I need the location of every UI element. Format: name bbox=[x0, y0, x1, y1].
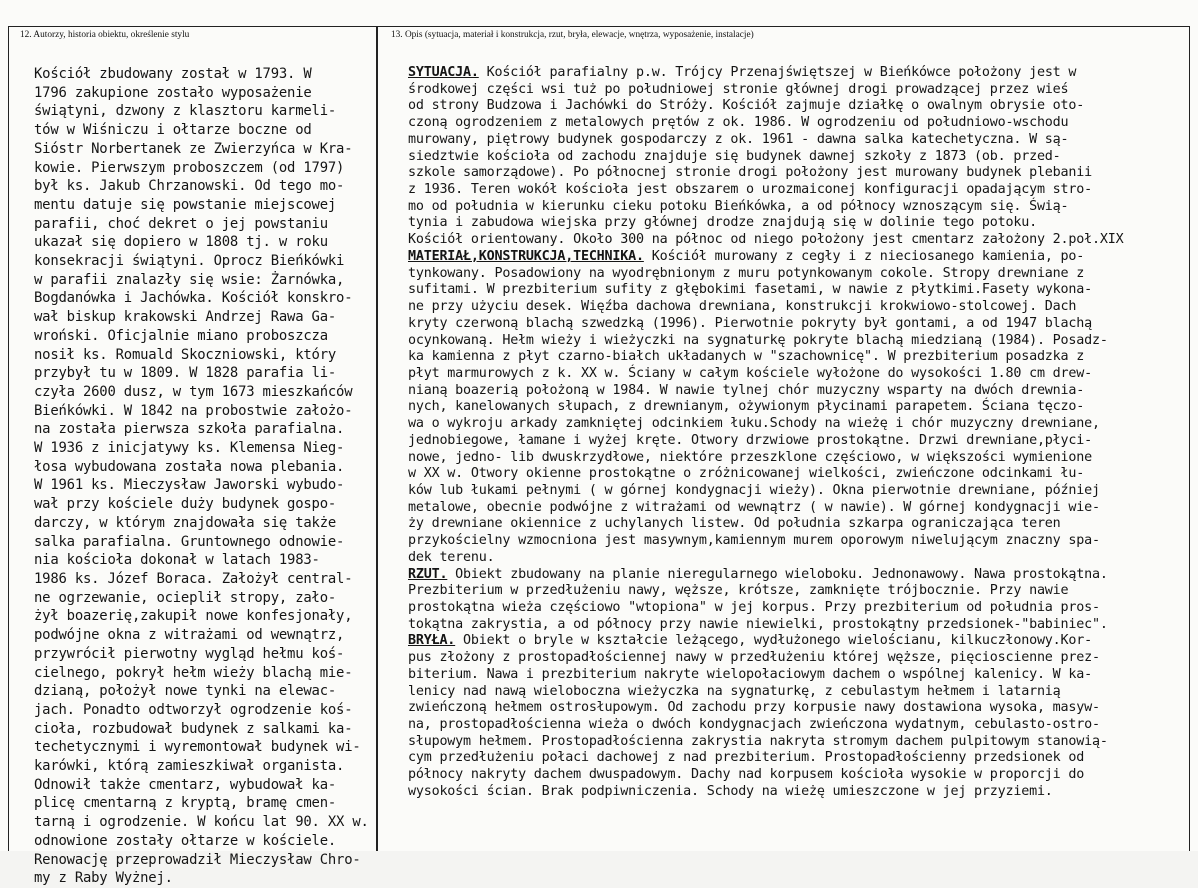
description-line bbox=[408, 500, 1193, 517]
line-text: Kościół parafialny p.w. Trójcy Przenajświętszej w Bieńkówce położony jest w bbox=[478, 65, 1077, 80]
line-text: ne przy użyciu desek. Więźba dachowa drewniana, konstrukcji krokwiowo-stolcowej. Dach bbox=[408, 299, 1077, 315]
line-text: z 1936. Teren wokół kościoła jest obszarem o urozmaiconej konfiguracji opadającym stro- bbox=[408, 182, 1092, 198]
history-line: czyła 2600 dusz, w tym 1673 mieszkańców bbox=[34, 383, 353, 400]
history-line: wał biskup krakowski Andrzej Rawa Ga- bbox=[34, 309, 337, 326]
description-line bbox=[408, 450, 1193, 467]
history-line: Bogdanówka i Jachówka. Kościół konskro- bbox=[34, 290, 353, 307]
history-line: przywrócił pierwotny wygląd hełmu koś- bbox=[34, 645, 345, 662]
history-line: nosił ks. Romuald Skoczniowski, który bbox=[34, 346, 337, 363]
description-line bbox=[408, 650, 1193, 667]
line-text: na, prostopadłościenna wieża o dwóch kondygnacjach zwieńczona wydatnym, cebulasto-ostro- bbox=[408, 717, 1100, 733]
description-line bbox=[408, 667, 1193, 684]
description-line bbox=[408, 516, 1193, 533]
history-line: jach. Ponadto odtworzył ogrodzenie koś- bbox=[34, 701, 353, 718]
description-line bbox=[408, 149, 1193, 166]
line-text: ka kamienna z płyt czarno-białch układanych w "szachownicę". W prezbiterium posadzka z bbox=[408, 349, 1085, 365]
history-line: Renowację przeprowadził Mieczysław Chro- bbox=[34, 851, 361, 868]
description-line bbox=[408, 98, 1193, 115]
history-line: wał przy kościele duży budynek gospo- bbox=[34, 496, 337, 513]
line-text: zwieńczoną hełmem ostrosłupowym. Od zachodu przy korpusie nawy dostawiona wysoka, masyw- bbox=[408, 700, 1100, 716]
line-text: siedztwie kościoła od zachodu znajduje się budynek dawnej szkoły z 1873 (ob. przed- bbox=[408, 148, 1061, 164]
description-line bbox=[408, 82, 1193, 99]
description-line bbox=[408, 750, 1193, 767]
description-line bbox=[408, 416, 1193, 433]
line-text: Prezbiterium w przedłużeniu nawy, węższe, krótsze, zamknięte trójbocznie. Przy nawie bbox=[408, 583, 1069, 599]
description-line bbox=[408, 299, 1193, 316]
description-line bbox=[408, 567, 1193, 584]
line-text: metalowe, obecnie podwójne z witrażami od wewnątrz ( w nawie). W górnej kondygnacji wie- bbox=[408, 499, 1100, 515]
description-line bbox=[408, 633, 1193, 650]
history-line: W 1961 ks. Mieczysław Jaworski wybudo- bbox=[34, 477, 345, 494]
history-line: salka parafialna. Gruntownego odnowie- bbox=[34, 533, 345, 550]
description-line bbox=[408, 115, 1193, 132]
line-text: czoną ogrodzeniem z metalowych prętów z ok. 1986. W ogrodzeniu od południowo-wschodu bbox=[408, 115, 1069, 131]
description-line bbox=[408, 182, 1193, 199]
description-line bbox=[408, 734, 1193, 751]
line-text: tynia i zabudowa wiejska przy głównej drodze znajdują się w dolinie tego potoku. bbox=[408, 215, 1037, 231]
history-line: odnowione zostały ołtarze w kościele. bbox=[34, 832, 337, 849]
history-line: techetycznymi i wyremontował budynek wi- bbox=[34, 739, 361, 756]
description-line bbox=[408, 684, 1193, 701]
section-12-header: 12. Autorzy, historia obiektu, określenie stylu bbox=[20, 30, 190, 40]
history-line: W 1936 z inicjatywy ks. Klemensa Nieg- bbox=[34, 440, 345, 457]
description-line bbox=[408, 533, 1193, 550]
section-label: RZUT. bbox=[408, 566, 448, 582]
history-line: ne ogrzewanie, ocieplił stropy, zało- bbox=[34, 589, 337, 606]
history-line: my z Raby Wyżnej. bbox=[34, 870, 173, 887]
description-line bbox=[408, 349, 1193, 366]
history-line: przybył tu w 1809. W 1828 parafia li- bbox=[34, 365, 337, 382]
line-text: wa o wykroju arkady zamkniętej odcinkiem łuku.Schody na wieżę i chór muzyczny drewniane, bbox=[408, 416, 1100, 432]
line-text: tynkowany. Posadowiony na wyodrębnionym z muru potynkowanym cokole. Stropy drewniane z bbox=[408, 265, 1085, 281]
history-line: dzianą, położył nowe tynki na elewac- bbox=[34, 683, 337, 700]
line-text: ków lub łukami pełnymi ( w górnej kondygnacji wieży). Okna pierwotnie drewniane, później bbox=[408, 482, 1100, 498]
history-line: cioła, rozbudował budynek z salkami ka- bbox=[34, 720, 353, 737]
line-text: biterium. Nawa i prezbiterium nakryte wielopołaciowym dachem o wspólnej kalenicy. W ka- bbox=[408, 666, 1092, 682]
history-line: tów w Wiśniczu i ołtarze boczne od bbox=[34, 122, 312, 139]
line-text: kryty czerwoną blachą szwedzką (1996). Pierwotnie pokryty był gontami, a od 1947 blachą bbox=[408, 315, 1092, 331]
line-text: płyt marmurowych z k. XX w. Ściany w całym kościele wyłożone do wysokości 1.80 cm drew- bbox=[408, 365, 1092, 381]
description-line bbox=[408, 316, 1193, 333]
line-text: w XX w. Otwory okienne prostokątne o zróżnicowanej wielkości, zwieńczone odcinkami łu- bbox=[408, 466, 1085, 482]
line-text: ży drewniane okiennice z uchylanych listew. Od południa szkarpa ograniczająca teren bbox=[408, 516, 1061, 532]
line-text: wysokości ścian. Brak podpiwniczenia. Schody na wieżę umieszczone w jej przyziemi. bbox=[408, 783, 1053, 799]
description-line bbox=[408, 282, 1193, 299]
description-line bbox=[408, 617, 1193, 634]
line-text: sufitami. W prezbiterium sufity z głębokimi fasetami, w nawie z płytkimi.Fasety wykona- bbox=[408, 282, 1092, 298]
history-line: w parafii znalazły się wsie: Żarnówka, bbox=[34, 271, 345, 288]
description-line bbox=[408, 383, 1193, 400]
description-line bbox=[408, 784, 1193, 801]
history-text-column bbox=[34, 65, 374, 888]
line-text: ocynkowaną. Hełm wieży i wieżyczki na sygnaturkę pokryte blachą miedzianą (1984). Posadz- bbox=[408, 332, 1108, 348]
history-line: Odnowił także cmentarz, wybudował ka- bbox=[34, 776, 337, 793]
history-line: łosa wybudowana została nowa plebania. bbox=[34, 458, 345, 475]
description-line bbox=[408, 232, 1193, 249]
history-line: żył boazerię,zakupił nowe konfesjonały, bbox=[34, 608, 353, 625]
line-text: słupowym hełmem. Prostopadłościenna zakrystia nakryta stromym dachem pulpitowym stanowią- bbox=[408, 733, 1108, 749]
line-text: północy nakryty dachem dwuspadowym. Dachy nad korpusem kościoła wysokie w proporcji do bbox=[408, 767, 1085, 783]
line-text: jednobiegowe, łamane i wyżej kręte. Otwory drzwiowe prostokątne. Drzwi drewniane,płyci- bbox=[408, 432, 1092, 448]
description-line bbox=[408, 550, 1193, 567]
history-line: był ks. Jakub Chrzanowski. Od tego mo- bbox=[34, 178, 345, 195]
history-line: wroński. Oficjalnie miano proboszcza bbox=[34, 327, 328, 344]
line-text: od strony Budzowa i Jachówki do Stróży. Kościół zajmuje działkę o owalnym obrysie oto- bbox=[408, 98, 1085, 114]
description-line bbox=[408, 583, 1193, 600]
history-line: plicę cmentarną z kryptą, bramę cmen- bbox=[34, 795, 337, 812]
description-line bbox=[408, 249, 1193, 266]
line-text: murowany, piętrowy budynek gospodarczy z ok. 1961 - dawna salka katechetyczna. W są- bbox=[408, 131, 1069, 147]
section-label: MATERIAŁ,KONSTRUKCJA,TECHNIKA. bbox=[408, 248, 644, 264]
line-text: pus złożony z prostopadłościennej nawy w przedłużeniu której węższe, pięcioscienne prez- bbox=[408, 650, 1100, 666]
description-line bbox=[408, 767, 1193, 784]
history-line: kowie. Pierwszym proboszczem (od 1797) bbox=[34, 159, 345, 176]
line-text: tokątna zakrystia, a od północy przy nawie niewielki, prostokątny przedsionek-"babiniec". bbox=[408, 616, 1108, 632]
history-line: Bieńkówki. W 1842 na probostwie założo- bbox=[34, 402, 353, 419]
description-line bbox=[408, 483, 1193, 500]
description-text-column bbox=[408, 65, 1193, 801]
history-line: tarną i ogrodzenie. W końcu lat 90. XX w. bbox=[34, 814, 369, 831]
form-left-border bbox=[8, 26, 9, 851]
line-text: szkole samorządowe). Po północnej stronie drogi położony jest murowany budynek plebanii bbox=[408, 165, 1092, 181]
line-text: Kościół orientowany. Około 300 na północ od niego położony jest cmentarz założony 2.poł.XIX bbox=[408, 232, 1124, 248]
history-line: świątyni, dzwony z klasztoru karmeli- bbox=[34, 103, 337, 120]
history-line: darczy, w którym znajdowała się także bbox=[34, 514, 337, 531]
line-text: przykościelny wzmocniona jest masywnym,kamiennym murem oporowym niwelującym znaczny spa- bbox=[408, 533, 1100, 549]
line-text: środkowej części wsi tuż po południowej stronie głównej drogi prowadzącej przez wieś bbox=[408, 81, 1069, 97]
line-text: nianą boazerią położoną w 1984. W nawie tylnej chór muzyczny wsparty na dwóch drewnia- bbox=[408, 382, 1085, 398]
line-text: Kościół murowany z cegły i z nieciosanego kamienia, po- bbox=[643, 248, 1085, 264]
line-text: Obiekt o bryle w kształcie leżącego, wydłużonego wielościanu, kilkuczłonowy.Kor- bbox=[455, 633, 1092, 649]
description-line bbox=[408, 600, 1193, 617]
section-label: SYTUACJA. bbox=[408, 65, 479, 80]
history-line: 1986 ks. Józef Boraca. Założył central- bbox=[34, 570, 353, 587]
line-text: nowe, jedno- lib dwuskrzydłowe, niektóre przeszklone częściowo, w większości wymienione bbox=[408, 449, 1092, 465]
section-label: BRYŁA. bbox=[408, 633, 456, 649]
line-text: Obiekt zbudowany na planie nieregularnego wieloboku. Jednonawowy. Nawa prostokątna. bbox=[447, 566, 1108, 582]
column-divider bbox=[376, 26, 378, 851]
description-line bbox=[408, 199, 1193, 216]
line-text: lenicy nad nawą wieloboczna wieżyczka na sygnaturkę, z cebulastym hełmem i latarnią bbox=[408, 683, 1061, 699]
history-line: nia kościoła dokonał w latach 1983- bbox=[34, 552, 320, 569]
history-line: Kościół zbudowany został w 1793. W bbox=[34, 66, 312, 82]
section-13-header: 13. Opis (sytuacja, materiał i konstrukcja, rzut, bryła, elewacje, wnętrza, wyposażenie, instalacje) bbox=[391, 30, 754, 40]
history-line: podwójne okna z witrażami od wewnątrz, bbox=[34, 627, 345, 644]
description-line bbox=[408, 399, 1193, 416]
history-line: konsekracji świątyni. Oprocz Bieńkówki bbox=[34, 253, 345, 270]
description-line bbox=[408, 333, 1193, 350]
description-line bbox=[408, 132, 1193, 149]
line-text: cym przedłużeniu połaci dachowej z nad prezbiterium. Prostopadłościenny przedsionek od bbox=[408, 750, 1085, 766]
history-line: cielnego, pokrył hełm wieży blachą mie- bbox=[34, 664, 353, 681]
description-line bbox=[408, 366, 1193, 383]
line-text: prostokątna wieża częściowo "wtopiona" w jej korpus. Przy prezbiterium od południa pros- bbox=[408, 600, 1100, 615]
history-line: 1796 zakupione zostało wyposażenie bbox=[34, 84, 312, 101]
history-line: karówki, którą zamieszkiwał organista. bbox=[34, 758, 345, 775]
history-line: Sióstr Norbertanek ze Zwierzyńca w Kra- bbox=[34, 140, 353, 157]
description-line bbox=[408, 165, 1193, 182]
line-text: mo od południa w kierunku cieku potoku Bieńkówka, a od północy wznoszącym się. Świą- bbox=[408, 198, 1069, 214]
description-line bbox=[408, 65, 1193, 82]
description-line bbox=[408, 717, 1193, 734]
description-line bbox=[408, 215, 1193, 232]
line-text: dek terenu. bbox=[408, 549, 495, 565]
history-line: na została pierwsza szkoła parafialna. bbox=[34, 421, 345, 438]
line-text: nych, kanelowanych słupach, z drewnianym, ożywionym płycinami parapetem. Ściana tęczo- bbox=[408, 399, 1085, 415]
description-line bbox=[408, 700, 1193, 717]
history-line: parafii, choć dekret o jej powstaniu bbox=[34, 215, 328, 232]
form-top-border bbox=[8, 26, 1190, 27]
history-line: ukazał się dopiero w 1808 tj. w roku bbox=[34, 234, 328, 251]
description-line bbox=[408, 466, 1193, 483]
history-line: mentu datuje się powstanie miejscowej bbox=[34, 196, 337, 213]
description-line bbox=[408, 266, 1193, 283]
description-line bbox=[408, 433, 1193, 450]
